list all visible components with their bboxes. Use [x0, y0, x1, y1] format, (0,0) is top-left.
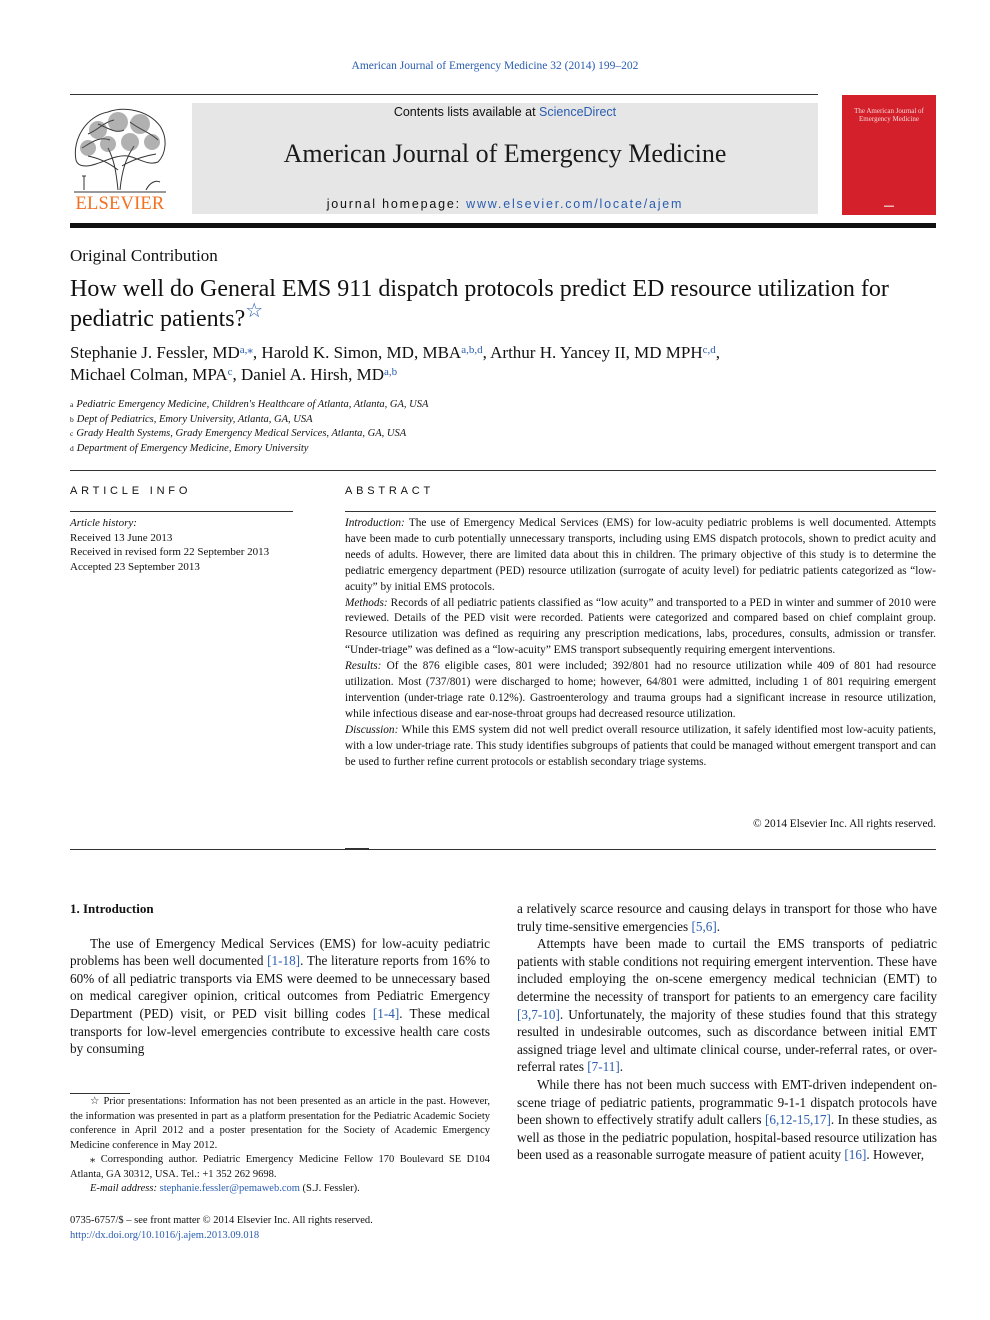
history-label: Article history: — [70, 517, 137, 529]
elsevier-wordmark: ELSEVIER — [75, 194, 165, 214]
affiliation-list — [70, 398, 670, 456]
affiliation-item: $^b$ Dept of Pediatrics, Emory University, Atlanta, GA, USA — [70, 413, 313, 425]
abstract-heading: ABSTRACT — [345, 485, 435, 497]
body-paragraph: The use of Emergency Medical Services (EMS) for low-acuity pediatric problems has been well documented [1-18]. The literature reports from 16% to 60% of all pediatric transports via EMS were deemed to be unnecessary based on medical caregiver opinion, critical outcomes from Pediatric Emergency Department (PED) visit, or PED visit billing codes [1-4]. These medical transports for low-level emergencies contribute to excessive health care costs by consuming — [70, 935, 490, 1057]
article-title: How well do General EMS 911 dispatch protocols predict ED resource utilization for pediatric patients?☆ — [70, 276, 889, 332]
footnotes — [70, 1095, 490, 1197]
issn-line: 0735-6757/$ – see front matter © 2014 Elsevier Inc. All rights reserved. — [70, 1215, 373, 1226]
author-affiliation-mark[interactable]: a,b,d — [461, 344, 483, 356]
article-info-rule — [70, 511, 293, 512]
footnote-rule — [70, 1093, 130, 1094]
author-affiliation-mark[interactable]: a,b — [384, 366, 398, 378]
abstract-introduction: Introduction: The use of Emergency Medical Services (EMS) for low-acuity pediatric problems is well documented. Attempts have been made to curb potentially unnecessary transports, including using EMS dispatch protocols, shown to predict acuity and needs of adults. However, there are limited data about this in children. The primary objective of this study is to determine the pediatric emergency department (PED) resource utilization (surrogate of acuity level) for pediatric patients categorized as “low-acuity” by initial EMS protocols. — [345, 517, 936, 593]
journal-citation[interactable]: American Journal of Emergency Medicine 32 (2014) 199–202 — [351, 60, 639, 72]
author-name: Daniel A. Hirsh, MD — [240, 365, 385, 384]
title-footnote-star[interactable]: ☆ — [245, 300, 264, 322]
citation-link[interactable]: [5,6] — [691, 918, 717, 934]
author-name: Harold K. Simon, MD, MBA — [261, 343, 462, 362]
author-name: Arthur H. Yancey II, MD MPH — [490, 343, 703, 362]
journal-homepage-link[interactable]: www.elsevier.com/locate/ajem — [466, 197, 684, 211]
masthead-divider — [70, 223, 936, 228]
abstract-methods: Methods: Records of all pediatric patients classified as “low acuity” and transported to a PED in winter and summer of 2010 were reviewed. Details of the PED visit were recorded. Patients were categorized and compared based on chief complaint group. Resource utilization was defined as requiring any prescription medications, labs, procedures, consults, admission or transfer. “Under-triage” was defined as a “low-acuity” EMS transport subsequently requiring emergent interventions. — [345, 596, 936, 657]
section-heading-introduction: 1. Introduction — [70, 901, 154, 916]
abstract-discussion: Discussion: While this EMS system did not well predict overall resource utilization, it safely identified most low-acuity patients, with a low under-triage rate. This study identifies subgroups of patients that could be managed without emergent transport and can be used to further refine current protocols or establish secondary triage systems. — [345, 723, 936, 768]
article-history — [70, 516, 269, 574]
journal-cover — [842, 95, 936, 215]
affiliation-item: $^c$ Grady Health Systems, Grady Emergency Medical Services, Atlanta, GA, USA — [70, 428, 407, 439]
author-email-link[interactable]: stephanie.fessler@pemaweb.com — [159, 1183, 300, 1194]
footnote-corresponding-author: ⁎ Corresponding author. Pediatric Emergency Medicine Fellow 170 Boulevard SE D104 Atlanta, GA 30312, USA. Tel.: +1 352 262 9698. — [70, 1154, 490, 1180]
article-info-heading: ARTICLE INFO — [70, 485, 192, 497]
abstract-bottom-rule-mark — [345, 848, 369, 850]
citation-link[interactable]: [1-4] — [372, 1005, 400, 1021]
author-affiliation-mark[interactable]: c,d — [702, 344, 716, 356]
sciencedirect-link[interactable]: ScienceDirect — [539, 105, 617, 119]
page-footer — [70, 1213, 373, 1243]
body-right-column — [517, 900, 937, 1164]
body-paragraph: Attempts have been made to curtail the EMS transports of pediatric patients with stable conditions not requiring emergent intervention. These have included employing the on-scene emergency medical technician (EMT) to determine the necessity of transport for patients to an emergency care facility [3,7-10]. Unfortunately, the majority of these studies found that this strategy resulted in undesirable outcomes, such as discordance between initial EMT assigned triage level and ultimate clinical course, under-referral rates, or over-referral rates [7-11]. — [517, 936, 937, 1075]
abstract-copyright: © 2014 Elsevier Inc. All rights reserved. — [752, 818, 936, 830]
body-paragraph: a relatively scarce resource and causing delays in transport for those who have truly time-sensitive emergencies [5,6]. — [517, 901, 937, 934]
abstract-body — [345, 516, 936, 771]
contents-line: Contents lists available at ScienceDirect — [393, 105, 617, 119]
citation-link[interactable]: [7-11] — [587, 1059, 620, 1075]
revised-date: Received in revised form 22 September 2013 — [70, 546, 270, 558]
journal-name: American Journal of Emergency Medicine — [283, 139, 727, 168]
author-name: Stephanie J. Fessler, MD — [70, 343, 240, 362]
abstract-rule — [345, 511, 936, 512]
accepted-date: Accepted 23 September 2013 — [70, 560, 200, 573]
journal-masthead — [192, 103, 818, 214]
affiliation-item: $^d$ Department of Emergency Medicine, Emory University — [70, 442, 309, 454]
section-rule — [70, 470, 936, 471]
journal-homepage: journal homepage: www.elsevier.com/locate/ajem — [326, 197, 684, 211]
doi-link[interactable]: http://dx.doi.org/10.1016/j.ajem.2013.09.018 — [70, 1230, 260, 1241]
abstract-bottom-rule — [70, 849, 936, 850]
author-list: Stephanie J. Fessler, $MD^{a,⁎}$, Harold K. Simon, MD, MBA$^{a,b,d}$, Arthur H. Yancey II, MD MPH$^{c,d}$, Michael Colman, MPA$^c$, Daniel A. Hirsh, MD$^{a,b}$ — [70, 343, 721, 384]
citation-link[interactable]: [6,12-15,17] — [764, 1112, 831, 1128]
received-date: Received 13 June 2013 — [70, 531, 173, 544]
author-affiliation-mark[interactable]: a,⁎ — [239, 344, 253, 356]
elsevier-logo — [68, 100, 172, 216]
body-paragraph: While there has not been much success with EMT-driven independent on-scene triage of pediatric patients, programmatic 9-1-1 dispatch protocols have been shown to effectively stratify adult callers [6,12-15,17]. In these studies, as well as those in the pediatric population, hospital-based resource utilization has been used as a reasonable surrogate measure of patient acuity [16]. However, — [517, 1076, 937, 1163]
citation-link[interactable]: [1-18] — [267, 953, 301, 969]
affiliation-item: $^a$ Pediatric Emergency Medicine, Children's Healthcare of Atlanta, Atlanta, GA, USA — [70, 399, 429, 410]
header-rule — [70, 94, 818, 95]
footnote-presentations: ☆ Prior presentations: Information has not been presented as an article in the past. However, the information was presented in part as a platform presentation for the Pediatric Academic Society conference in April 2012 and a poster presentation for the Society of Academic Emergency Medicine conference in May 2012. — [70, 1096, 490, 1151]
article-type: Original Contribution — [70, 246, 218, 265]
citation-link[interactable]: [3,7-10] — [517, 1006, 560, 1022]
cover-footer-mark: ▬▬ — [884, 204, 894, 209]
elsevier-tree-icon — [68, 100, 172, 196]
cover-title: The American Journal of Emergency Medicine — [854, 107, 924, 123]
author-name: Michael Colman, MPA — [70, 365, 228, 384]
footnote-email: E-mail address: stephanie.fessler@pemaweb.com (S.J. Fessler). — [90, 1183, 360, 1194]
author-affiliation-mark[interactable]: c — [227, 366, 233, 378]
abstract-results: Results: Of the 876 eligible cases, 801 were included; 392/801 had no resource utilization while 409 of 801 had resource utilization. Most (737/801) were discharged to home; however, 64/801 were admitted, including 1 of 801 requiring emergent intervention (under-triage rate 0.12%). Gastroenterology and trauma groups had a significant increase in resource utilization, while infectious disease and ear-nose-throat groups had decreased resource utilization. — [345, 660, 936, 720]
body-left-column — [70, 900, 490, 1058]
citation-link[interactable]: [16] — [844, 1147, 867, 1163]
